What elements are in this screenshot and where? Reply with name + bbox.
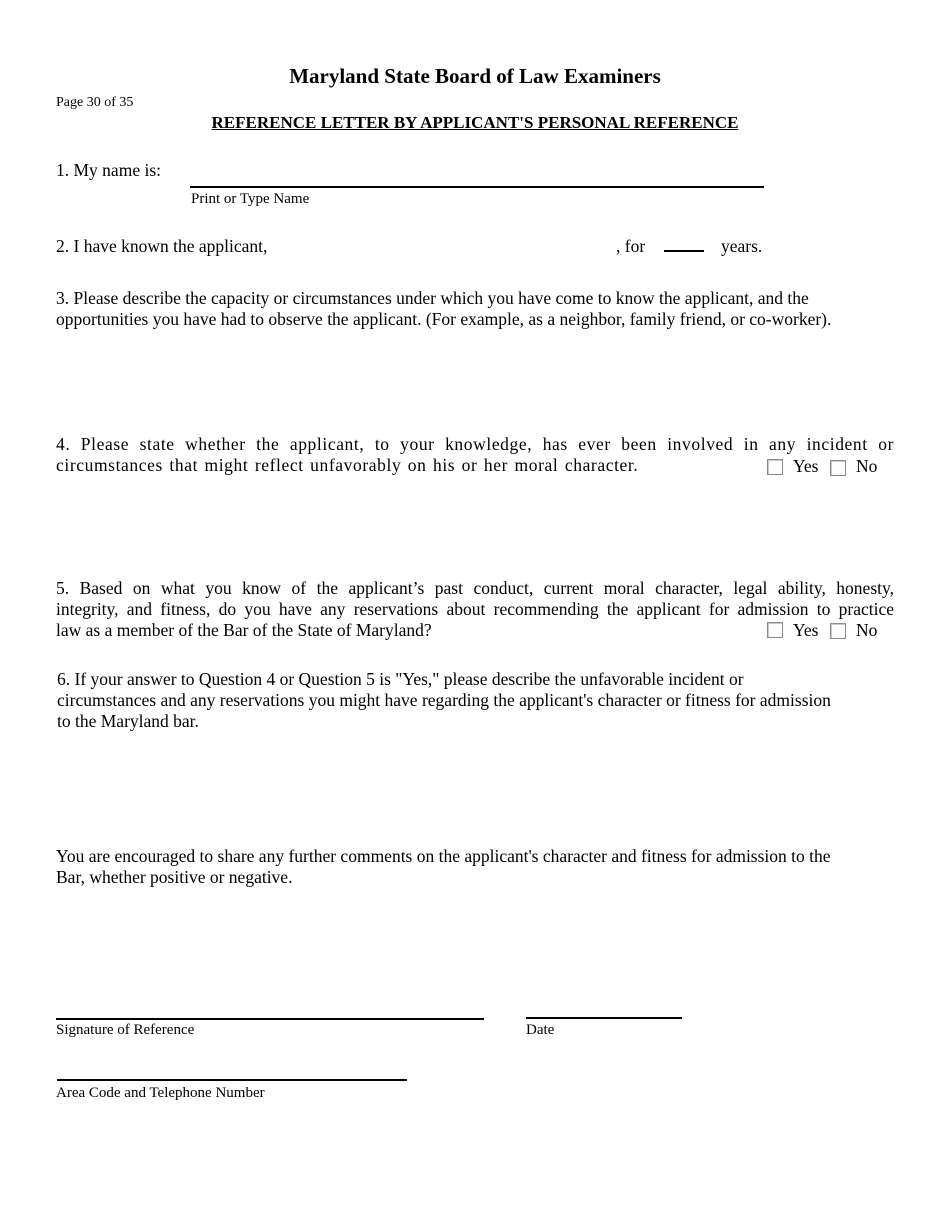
date-caption: Date bbox=[526, 1022, 555, 1038]
form-title: Maryland State Board of Law Examiners bbox=[289, 64, 661, 88]
name-underline bbox=[190, 186, 764, 188]
q5-line-1: 5. Based on what you know of the applicant’s past conduct, current moral character, legal ability, honesty, bbox=[56, 578, 894, 598]
q4-line-1: 4. Please state whether the applicant, to your knowledge, has ever been involved in any incident or bbox=[56, 434, 894, 454]
comments-answer-area[interactable] bbox=[56, 894, 898, 1008]
q4-no-checkbox[interactable] bbox=[830, 460, 846, 476]
q2-label: 2. I have known the applicant, bbox=[56, 236, 268, 256]
page-indicator: Page 30 of 35 bbox=[56, 95, 134, 110]
q5-yes-checkbox[interactable] bbox=[767, 622, 783, 638]
q6-line-3: to the Maryland bar. bbox=[57, 711, 199, 731]
q4-line-2: circumstances that might reflect unfavorably on his or her moral character. bbox=[56, 455, 639, 475]
q6-answer-area[interactable] bbox=[56, 738, 898, 842]
years-underline bbox=[664, 250, 704, 252]
comments-line-2: Bar, whether positive or negative. bbox=[56, 867, 293, 887]
q6-line-2: circumstances and any reservations you might have regarding the applicant's character or fitness for admission bbox=[57, 690, 831, 710]
q5-line-2: integrity, and fitness, do you have any reservations about recommending the applicant for admission to practice bbox=[56, 599, 894, 619]
q5-no-label: No bbox=[856, 620, 878, 640]
q1-label: 1. My name is: bbox=[56, 160, 161, 180]
name-field-caption: Print or Type Name bbox=[191, 191, 310, 207]
q3-line-1: 3. Please describe the capacity or circumstances under which you have come to know the applicant, and the bbox=[56, 288, 809, 308]
q2-for-text: , for bbox=[616, 236, 646, 256]
q5-no-checkbox[interactable] bbox=[830, 623, 846, 639]
applicant-name-input[interactable] bbox=[290, 236, 612, 260]
phone-underline bbox=[57, 1079, 407, 1081]
signature-underline bbox=[56, 1018, 484, 1020]
q4-no-label: No bbox=[856, 456, 878, 476]
q3-answer-area[interactable] bbox=[56, 334, 898, 430]
q2-years-text: years. bbox=[721, 236, 763, 256]
comments-line-1: You are encouraged to share any further comments on the applicant's character and fitness for admission to the bbox=[56, 846, 831, 866]
q6-line-1: 6. If your answer to Question 4 or Question 5 is "Yes," please describe the unfavorable incident or bbox=[57, 669, 744, 689]
signature-caption: Signature of Reference bbox=[56, 1022, 195, 1038]
form-subtitle: REFERENCE LETTER BY APPLICANT'S PERSONAL REFERENCE bbox=[211, 113, 739, 132]
q5-yes-label: Yes bbox=[793, 620, 819, 640]
years-input[interactable] bbox=[664, 236, 708, 258]
phone-caption: Area Code and Telephone Number bbox=[56, 1085, 265, 1101]
name-input[interactable] bbox=[192, 163, 766, 187]
q5-line-3: law as a member of the Bar of the State of Maryland? bbox=[56, 620, 432, 640]
q4-answer-area[interactable] bbox=[56, 484, 898, 572]
signature-input[interactable] bbox=[57, 996, 487, 1020]
q4-yes-label: Yes bbox=[793, 456, 819, 476]
date-underline bbox=[526, 1017, 682, 1019]
q4-yes-checkbox[interactable] bbox=[767, 459, 783, 475]
q3-line-2: opportunities you have had to observe the applicant. (For example, as a neighbor, family friend, or co-worker). bbox=[56, 309, 832, 329]
